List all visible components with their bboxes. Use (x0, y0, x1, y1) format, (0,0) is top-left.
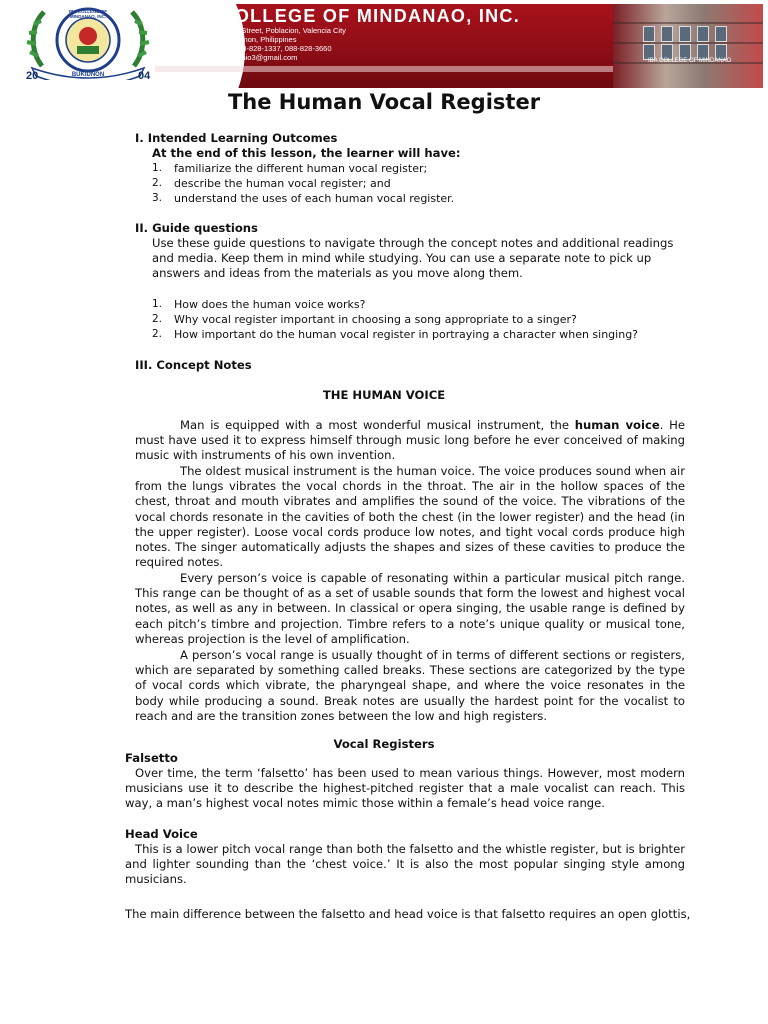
year-left: 20 (26, 70, 39, 82)
list-item: How important do the human vocal register in portraying a character when singing? (174, 328, 639, 341)
p3-text: Every person’s voice is capable of resonating within a particular musical pitch range. This range can be thought of as a set of usable sounds that form the lowest and highest vocal notes, as well as any in between. In classical or opera singing, the usable range is defined by each pitch’s timbre and projection. Timbre refers to a note’s unique quality or musical tone, whereas projection is the level of amplification. (135, 571, 685, 646)
list-number: 1. (152, 298, 163, 310)
section1-intro: At the end of this lesson, the learner will have: (152, 146, 461, 160)
address-line-3: Telefax: 088-828-1337, 088-828-3660 (206, 44, 332, 53)
banner-stripe (155, 66, 625, 72)
head-voice-text: This is a lower pitch vocal range than both the falsetto and the whistle register, but is brighter and lighter sounding than the ‘chest voice.’ It is also the most popular singing style among musicians. (125, 842, 685, 887)
p1-bold: human voice (574, 418, 660, 432)
college-seal (22, 6, 154, 80)
p2-text: The oldest musical instrument is the human voice. The voice produces sound when air from the lungs vibrates the vocal chords in the throat. The air in the hollow spaces of the chest, throat and mouth vibrates and amplifies the sound of the voice. The vibrations of the vocal chords resonate in the cavities of both the chest (in the lower register) and the head (in the upper register). Loose vocal cords produce low notes, and tight vocal cords produce high notes. The singer automatically adjusts the shapes and sizes of these cavities to produce the required notes. (135, 464, 685, 570)
section3-heading: III. Concept Notes (135, 358, 252, 372)
head-voice-title: Head Voice (125, 827, 198, 841)
list-item: Why vocal register important in choosing a song appropriate to a singer? (174, 313, 577, 326)
vocal-registers-heading: Vocal Registers (333, 737, 435, 751)
p1-before: Man is equipped with a most wonderful musical instrument, the (180, 418, 575, 432)
list-item: describe the human vocal register; and (174, 177, 391, 190)
list-item: How does the human voice works? (174, 298, 366, 311)
list-number: 2. (152, 313, 163, 325)
list-number: 2. (152, 328, 163, 340)
year-right: 04 (138, 70, 151, 82)
address-line-1: TN Pepito Street, Poblacion, Valencia City (206, 26, 346, 35)
list-item: understand the uses of each human vocal register. (174, 192, 455, 205)
falsetto-title: Falsetto (125, 751, 178, 765)
seal-ring-text: IBA COLLEGE OF MINDANAO, INC. (68, 9, 108, 19)
p1-after: . He must have used it to express himself through music long before he ever conceived of making music with instruments of his own invention. (135, 418, 685, 463)
section2-heading: II. Guide questions (135, 221, 258, 235)
college-name: IBA COLLEGE OF MINDANAO, INC. (180, 6, 521, 26)
address-line-2: 8709 Bukidnon, Philippines (206, 35, 297, 44)
section1-heading: I. Intended Learning Outcomes (135, 131, 338, 145)
list-number: 2. (152, 177, 163, 189)
seal-bottom-text: BUKIDNON (71, 72, 105, 78)
list-number: 1. (152, 162, 163, 174)
paragraph-2 (135, 464, 685, 570)
section2-paragraph: Use these guide questions to navigate through the concept notes and additional readings and media. Keep them in mind while studying. You can use a separate note to pick up answers and ideas from the materials as you move along them. (152, 236, 674, 281)
p4-text: A person’s vocal range is usually thought of in terms of different sections or registers, which are separated by something called breaks. These sections are categorized by the type of vocal cords which vibrate, the pharyngeal shape, and where the voice resonates in the body while producing a sound. Break notes are usually the hardest point for the vocalist to reach and are the transition zones between the low and high registers. (135, 648, 685, 723)
address-email: irenebantonio3@gmail.com (206, 53, 298, 62)
difference-text: The main difference between the falsetto and head voice is that falsetto requires an open glottis, (125, 907, 691, 921)
concept-subheading: THE HUMAN VOICE (322, 388, 446, 402)
paragraph-3 (135, 571, 685, 647)
building-photo (613, 4, 763, 88)
list-number: 3. (152, 192, 163, 204)
page-title: The Human Vocal Register (227, 90, 541, 114)
paragraph-1 (135, 418, 685, 464)
falsetto-text: Over time, the term ‘falsetto’ has been used to mean various things. However, most modern musicians use it to describe the highest-pitched register that a male vocalist can reach. This way, a man’s highest vocal notes mimic those within a female’s head voice range. (125, 766, 685, 811)
building-sign: IBA COLLEGE OF MINDANAO (648, 58, 732, 64)
paragraph-4 (135, 648, 685, 724)
list-item: familiarize the different human vocal register; (174, 162, 428, 175)
